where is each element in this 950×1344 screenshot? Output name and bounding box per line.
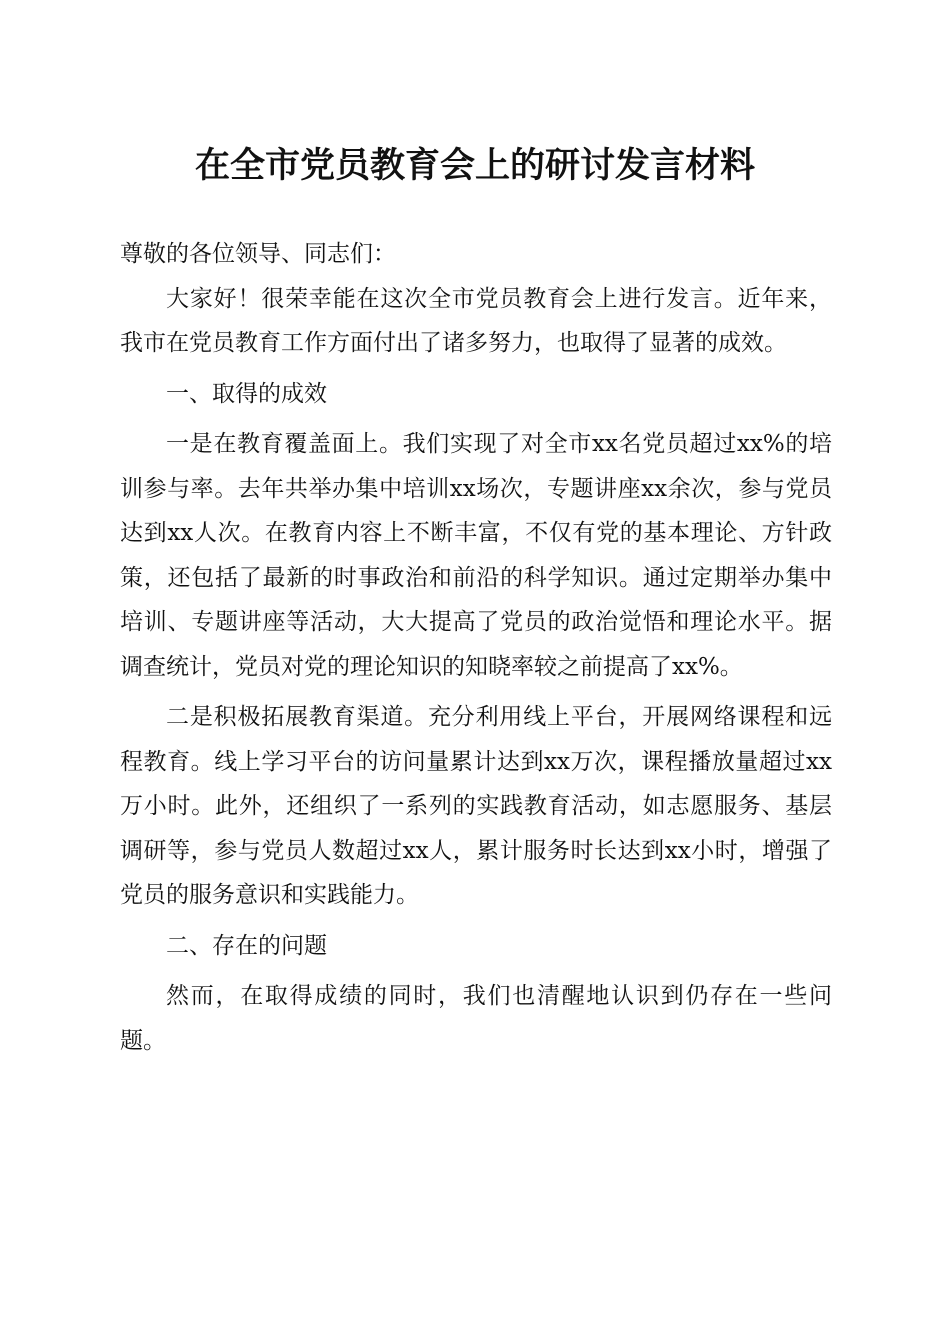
intro-paragraph: 大家好！很荣幸能在这次全市党员教育会上进行发言。近年来，我市在党员教育工作方面付出了诸多努力，也取得了显著的成效。	[120, 285, 832, 356]
salutation: 尊敬的各位领导、同志们：	[120, 241, 396, 267]
document-body	[120, 232, 832, 1063]
closing-paragraph: 然而，在取得成绩的同时，我们也清醒地认识到仍存在一些问题。	[120, 983, 832, 1054]
paragraph-text: 我们实现了对全市xx名党员超过xx%的培训参与率。去年共举办集中培训xx场次，专题讲座xx余次，参与党员达到xx人次。在教育内容上不断丰富，不仅有党的基本理论、方针政策，还包括了最新的时事政治和前沿的科学知识。通过定期举办集中培训、专题讲座等活动，大大提高了党员的政治觉悟和理论水平。据调查统计，党员对党的理论知识的知晓率较之前提高了xx%。	[120, 431, 832, 680]
paragraph-coverage	[120, 422, 832, 689]
paragraph-lead: 一是在教育覆盖面上。	[166, 431, 403, 457]
paragraph-text: 充分利用线上平台，开展网络课程和远程教育。线上学习平台的访问量累计达到xx万次，课程播放量超过xx万小时。此外，还组织了一系列的实践教育活动，如志愿服务、基层调研等，参与党员人数超过xx人，累计服务时长达到xx小时，增强了党员的服务意识和实践能力。	[120, 704, 833, 908]
section-heading-achievements: 一、取得的成效	[166, 380, 327, 407]
section-heading-problems: 二、存在的问题	[166, 932, 327, 959]
paragraph-lead: 二是积极拓展教育渠道。	[166, 704, 428, 730]
paragraph-channels	[120, 695, 832, 918]
document-title: 在全市党员教育会上的研讨发言材料	[194, 146, 755, 186]
